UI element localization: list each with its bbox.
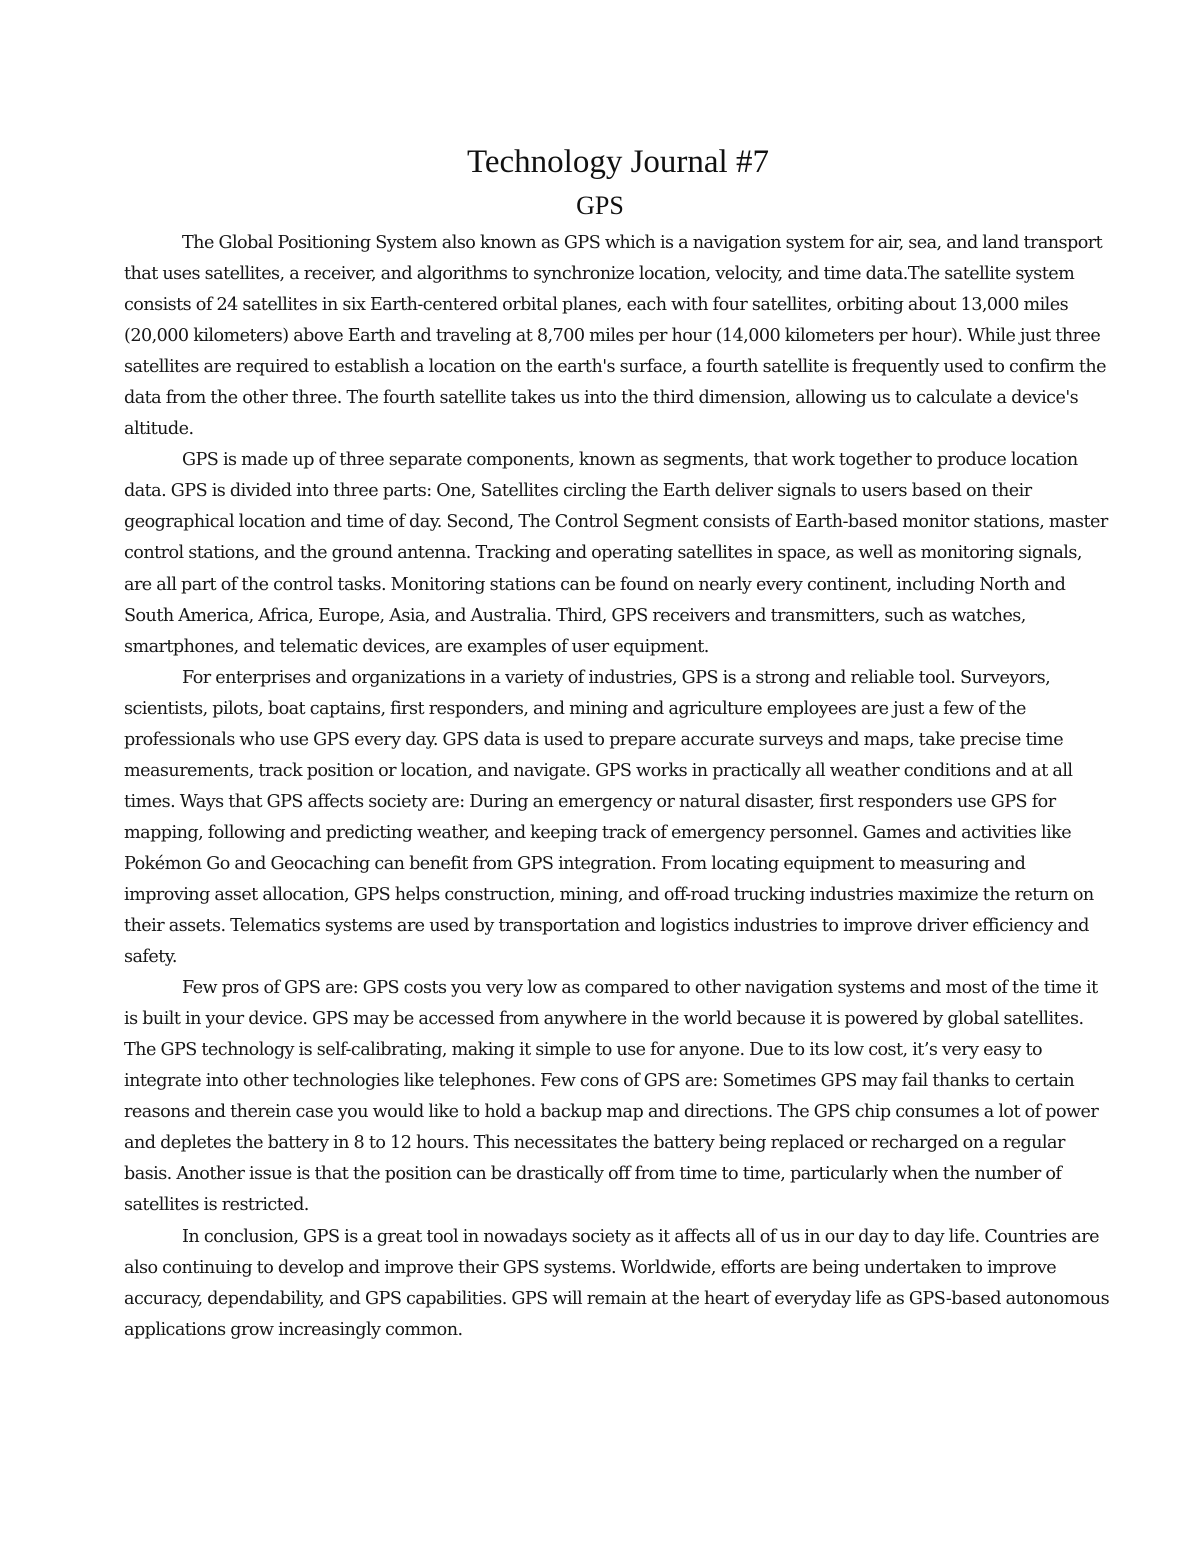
paragraph-pros-cons: Few pros of GPS are: GPS costs you very low as compared to other navigation systems and most of the time it is built in your device. GPS may be accessed from anywhere in the world because it is powered by global satellites. The GPS technology is self-calibrating, making it simple to use for anyone. Due to its low cost, it’s very easy to integrate into other technologies like telephones. Few cons of GPS are: Sometimes GPS may fail thanks to certain reasons and therein case you would like to hold a backup map and directions. The GPS chip consumes a lot of power and depletes the battery in 8 to 12 hours. This necessitates the battery being replaced or recharged on a regular basis. Another issue is that the position can be drastically off from time to time, particularly when the number of satellites is restricted. bbox=[124, 978, 1099, 1216]
paragraph-conclusion: In conclusion, GPS is a great tool in nowadays society as it affects all of us in our day to day life. Countries are also continuing to develop and improve their GPS systems. Worldwide, efforts are being undertaken to improve accuracy, dependability, and GPS capabilities. GPS will remain at the heart of everyday life as GPS-based autonomous applications grow increasingly common. bbox=[124, 1226, 1110, 1340]
paragraph-components: GPS is made up of three separate components, known as segments, that work together to produce location data. GPS is divided into three parts: One, Satellites circling the Earth deliver signals to users based on their geographical location and time of day. Second, The Control Segment consists of Earth-based monitor stations, master control stations, and the ground antenna. Tracking and operating satellites in space, as well as monitoring signals, are all part of the control tasks. Monitoring stations can be found on nearly every continent, including North and South America, Africa, Europe, Asia, and Australia. Third, GPS receivers and transmitters, such as watches, smartphones, and telematic devices, are examples of user equipment. bbox=[124, 450, 1108, 657]
paragraph-uses: For enterprises and organizations in a variety of industries, GPS is a strong and reliable tool. Surveyors, scientists, pilots, boat captains, first responders, and mining and agriculture employees are just a few of the professionals who use GPS every day. GPS data is used to prepare accurate surveys and maps, take precise time measurements, track position or location, and navigate. GPS works in practically all weather conditions and at all times. Ways that GPS affects society are: During an emergency or natural disaster, first responders use GPS for mapping, following and predicting weather, and keeping track of emergency personnel. Games and activities like Pokémon Go and Geocaching can benefit from GPS integration. From locating equipment to measuring and improving asset allocation, GPS helps construction, mining, and off-road trucking industries maximize the return on their assets. Telematics systems are used by transportation and logistics industries to improve driver efficiency and safety. bbox=[124, 667, 1094, 968]
document-subtitle: GPS bbox=[576, 191, 624, 220]
document-body bbox=[124, 228, 1114, 1346]
document-title: Technology Journal #7 bbox=[467, 144, 769, 180]
paragraph-introduction: The Global Positioning System also known as GPS which is a navigation system for air, sea, and land transport that uses satellites, a receiver, and algorithms to synchronize location, velocity, and time data.The satellite system consists of 24 satellites in six Earth-centered orbital planes, each with four satellites, orbiting about 13,000 miles (20,000 kilometers) above Earth and traveling at 8,700 miles per hour (14,000 kilometers per hour). While just three satellites are required to establish a location on the earth's surface, a fourth satellite is frequently used to confirm the data from the other three. The fourth satellite takes us into the third dimension, allowing us to calculate a device's altitude. bbox=[124, 233, 1107, 440]
